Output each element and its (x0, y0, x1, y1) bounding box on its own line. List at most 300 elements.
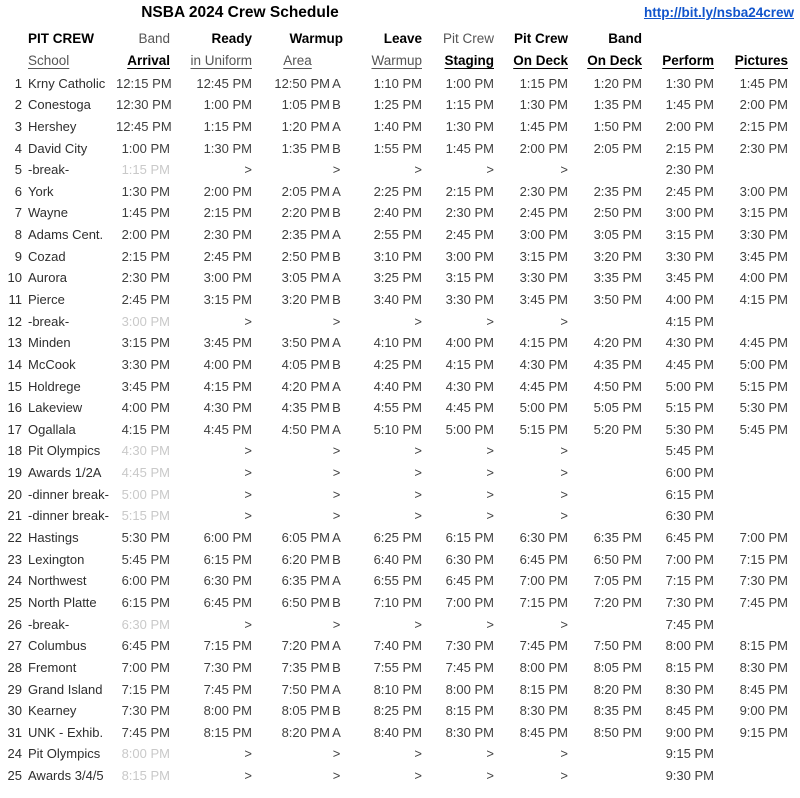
cell-pit-crew-staging: > (486, 465, 494, 481)
row-number: 21 (7, 508, 22, 524)
cell-leave-warmup: 1:10 PM (373, 75, 422, 91)
school-name: Minden (28, 335, 71, 351)
cell-leave-warmup: 6:40 PM (373, 551, 422, 567)
school-name: Pierce (28, 292, 65, 307)
cell-band-arrival: 7:15 PM (121, 681, 170, 697)
cell-pit-crew-staging: 4:15 PM (445, 356, 494, 372)
row-number: 22 (7, 530, 22, 546)
cell-warmup-area (252, 746, 343, 761)
schedule-row (0, 765, 800, 787)
cell-pit-crew-on-deck: 5:00 PM (519, 400, 568, 416)
cell-pit-crew-on-deck: 7:00 PM (519, 573, 568, 589)
cell-warmup-area (252, 249, 343, 264)
cell-band-on-deck: 6:35 PM (593, 530, 642, 546)
cell-pit-crew-on-deck: 1:45 PM (519, 118, 568, 134)
warmup-time: 7:35 PM (281, 659, 330, 675)
warmup-field-letter: > (332, 486, 341, 502)
cell-pictures: 7:45 PM (739, 594, 788, 610)
school-name: Wayne (28, 205, 68, 221)
cell-perform: 7:45 PM (665, 616, 714, 632)
cell-band-arrival: 8:15 PM (121, 768, 170, 784)
cell-band-on-deck: 3:20 PM (593, 248, 642, 264)
cell-pictures: 7:15 PM (739, 551, 788, 567)
schedule-row (0, 310, 800, 332)
cell-pit-crew-staging: 6:15 PM (445, 530, 494, 546)
warmup-time: 8:20 PM (281, 724, 330, 740)
cell-pit-crew-on-deck: 5:15 PM (519, 421, 568, 437)
cell-leave-warmup: 7:40 PM (373, 638, 422, 654)
cell-warmup-area (252, 335, 343, 350)
cell-perform: 8:15 PM (665, 659, 714, 675)
warmup-time: 8:05 PM (281, 703, 330, 719)
cell-pit-crew-on-deck: 3:00 PM (519, 227, 568, 243)
cell-pit-crew-staging: 3:15 PM (445, 270, 494, 286)
row-number: 4 (14, 140, 22, 156)
row-number: 24 (7, 746, 22, 762)
cell-band-arrival: 7:30 PM (121, 703, 170, 719)
warmup-field-letter: A (332, 378, 341, 394)
cell-pictures: 3:45 PM (739, 248, 788, 264)
warmup-field-letter: > (332, 746, 341, 762)
cell-band-arrival: 3:00 PM (121, 313, 170, 329)
cell-ready-in-uniform: > (244, 616, 252, 632)
cell-pit-crew-on-deck: 2:30 PM (519, 183, 568, 199)
cell-band-arrival: 6:00 PM (121, 573, 170, 589)
cell-band-arrival: 4:30 PM (121, 443, 170, 459)
cell-band-on-deck: 5:05 PM (593, 400, 642, 416)
cell-perform: 3:45 PM (665, 270, 714, 286)
cell-pictures: 4:45 PM (739, 335, 788, 351)
cell-band-arrival: 3:45 PM (121, 378, 170, 394)
warmup-time: 6:35 PM (281, 573, 330, 589)
cell-perform: 3:00 PM (665, 205, 714, 221)
cell-band-arrival: 2:15 PM (121, 248, 170, 264)
cell-ready-in-uniform: 3:00 PM (203, 270, 252, 286)
cell-pit-crew-staging: 6:45 PM (445, 573, 494, 589)
col-header-arrival: Arrival (127, 52, 170, 68)
warmup-field-letter: A (332, 75, 341, 91)
warmup-time: 7:20 PM (281, 638, 330, 654)
cell-perform: 3:30 PM (665, 248, 714, 264)
cell-band-arrival: 1:15 PM (121, 162, 170, 178)
cell-warmup-area (252, 227, 343, 242)
cell-band-arrival: 1:30 PM (121, 183, 170, 199)
warmup-field-letter: > (332, 465, 341, 481)
cell-perform: 3:15 PM (665, 227, 714, 243)
cell-band-arrival: 12:15 PM (116, 75, 172, 91)
cell-pit-crew-staging: > (486, 746, 494, 762)
warmup-field-letter: A (332, 681, 341, 697)
cell-band-on-deck: 3:35 PM (593, 270, 642, 286)
cell-pit-crew-on-deck: 1:15 PM (519, 75, 568, 91)
row-number: 15 (7, 378, 22, 394)
warmup-time: 2:05 PM (281, 183, 330, 199)
cell-band-on-deck: 1:35 PM (593, 97, 642, 113)
schedule-row (0, 289, 800, 311)
cell-pit-crew-on-deck: 6:30 PM (519, 530, 568, 546)
cell-pit-crew-on-deck: 1:30 PM (519, 97, 568, 113)
col-header-leave: Leave (383, 31, 422, 47)
warmup-field-letter: > (332, 443, 341, 459)
cell-pit-crew-on-deck: > (560, 616, 568, 632)
warmup-field-letter: A (332, 421, 341, 437)
cell-leave-warmup: 1:25 PM (373, 97, 422, 113)
cell-leave-warmup: > (414, 508, 422, 524)
cell-warmup-area (252, 205, 343, 220)
cell-band-on-deck: 7:20 PM (593, 594, 642, 610)
cell-warmup-area (252, 443, 343, 458)
cell-pit-crew-on-deck: 3:15 PM (519, 248, 568, 264)
schedule-row (0, 613, 800, 635)
cell-pit-crew-staging: 8:30 PM (445, 724, 494, 740)
school-name: Hershey (28, 118, 77, 134)
school-name: York (28, 183, 54, 199)
cell-band-arrival: 2:45 PM (121, 292, 170, 307)
cell-pit-crew-staging: > (486, 768, 494, 784)
school-name: Pit Olympics (28, 746, 101, 762)
warmup-time: 7:50 PM (281, 681, 330, 697)
schedule-row (0, 332, 800, 354)
cell-pictures: 9:15 PM (739, 724, 788, 740)
cell-pictures: 5:15 PM (739, 378, 788, 394)
cell-perform: 2:30 PM (665, 162, 714, 178)
row-number: 6 (14, 183, 22, 199)
cell-perform: 8:45 PM (665, 703, 714, 719)
warmup-time: 2:20 PM (281, 205, 330, 221)
cell-band-arrival: 5:00 PM (121, 486, 170, 502)
cell-warmup-area (252, 119, 343, 134)
school-name: Kearney (28, 703, 77, 719)
row-number: 14 (7, 356, 22, 372)
row-number: 2 (14, 97, 22, 113)
cell-ready-in-uniform: > (244, 486, 252, 502)
cell-perform: 4:45 PM (665, 356, 714, 372)
schedule-hyperlink[interactable]: http://bit.ly/nsba24crew (643, 5, 794, 20)
warmup-field-letter: A (332, 227, 341, 243)
cell-perform: 6:00 PM (665, 465, 714, 481)
cell-leave-warmup: 3:10 PM (373, 248, 422, 264)
cell-leave-warmup: > (414, 746, 422, 762)
cell-ready-in-uniform: 2:15 PM (203, 205, 252, 221)
cell-pit-crew-staging: > (486, 508, 494, 524)
cell-perform: 9:30 PM (665, 768, 714, 784)
row-number: 7 (14, 205, 22, 221)
school-name: Holdrege (28, 378, 81, 394)
cell-ready-in-uniform: 12:45 PM (196, 75, 252, 91)
column-header-line2 (0, 50, 800, 72)
cell-band-on-deck: 8:20 PM (593, 681, 642, 697)
schedule-row (0, 592, 800, 614)
school-name: Grand Island (28, 681, 103, 697)
cell-perform: 2:15 PM (665, 140, 714, 156)
warmup-time: 6:20 PM (281, 551, 330, 567)
cell-pit-crew-staging: 8:15 PM (445, 703, 494, 719)
row-number: 18 (7, 443, 22, 459)
cell-leave-warmup: > (414, 162, 422, 178)
school-name: Ogallala (28, 421, 76, 437)
cell-ready-in-uniform: > (244, 313, 252, 329)
cell-ready-in-uniform: 1:00 PM (203, 97, 252, 113)
cell-pit-crew-staging: 7:30 PM (445, 638, 494, 654)
schedule-row (0, 678, 800, 700)
cell-pit-crew-staging: 4:30 PM (445, 378, 494, 394)
cell-perform: 4:30 PM (665, 335, 714, 351)
warmup-time: 3:50 PM (281, 335, 330, 351)
cell-band-arrival: 6:30 PM (121, 616, 170, 632)
row-number: 25 (7, 768, 22, 784)
cell-pictures: 8:30 PM (739, 659, 788, 675)
cell-ready-in-uniform: 6:15 PM (203, 551, 252, 567)
cell-band-arrival: 1:45 PM (121, 205, 170, 221)
cell-perform: 5:45 PM (665, 443, 714, 459)
cell-pit-crew-on-deck: > (560, 768, 568, 784)
cell-warmup-area (252, 314, 343, 329)
cell-ready-in-uniform: 4:15 PM (203, 378, 252, 394)
cell-ready-in-uniform: 7:45 PM (203, 681, 252, 697)
warmup-field-letter: A (332, 638, 341, 654)
col-header-band: Band (138, 31, 170, 47)
warmup-time: 6:05 PM (281, 530, 330, 546)
school-name: Pit Olympics (28, 443, 101, 459)
cell-band-arrival: 12:45 PM (116, 118, 172, 134)
cell-band-arrival: 7:45 PM (121, 724, 170, 740)
cell-pit-crew-on-deck: > (560, 162, 568, 178)
cell-perform: 1:30 PM (665, 75, 714, 91)
cell-warmup-area (252, 725, 343, 740)
cell-pit-crew-on-deck: > (560, 746, 568, 762)
cell-pictures: 5:00 PM (739, 356, 788, 372)
column-header-line1 (0, 28, 800, 50)
cell-band-arrival: 4:45 PM (121, 465, 170, 481)
school-name: Northwest (28, 573, 87, 589)
cell-band-on-deck: 1:20 PM (593, 75, 642, 91)
warmup-time: 3:20 PM (281, 292, 330, 307)
col-header-leave-warmup: Warmup (371, 52, 422, 68)
school-name: Lakeview (28, 400, 83, 416)
col-header-pit-crew-ondeck-top: Pit Crew (513, 31, 568, 47)
cell-pit-crew-on-deck: > (560, 486, 568, 502)
page-title: NSBA 2024 Crew Schedule (141, 4, 339, 21)
cell-ready-in-uniform: 3:45 PM (203, 335, 252, 351)
school-name: Columbus (28, 638, 87, 654)
row-number: 5 (14, 162, 22, 178)
school-name: -break- (28, 616, 70, 632)
schedule-row (0, 72, 800, 94)
row-number: 31 (7, 724, 22, 740)
cell-perform: 9:15 PM (665, 746, 714, 762)
schedule-row (0, 94, 800, 116)
cell-ready-in-uniform: 2:30 PM (203, 227, 252, 243)
cell-pit-crew-staging: 1:15 PM (445, 97, 494, 113)
schedule-table (0, 72, 800, 786)
school-name: Awards 1/2A (28, 465, 102, 481)
cell-band-arrival: 6:45 PM (121, 638, 170, 654)
cell-ready-in-uniform: 6:45 PM (203, 594, 252, 610)
column-headers (0, 28, 800, 71)
cell-band-arrival: 1:00 PM (121, 140, 170, 156)
cell-warmup-area (252, 162, 343, 177)
row-number: 17 (7, 421, 22, 437)
warmup-field-letter: B (332, 356, 341, 372)
cell-leave-warmup: > (414, 465, 422, 481)
cell-pit-crew-on-deck: > (560, 313, 568, 329)
row-number: 26 (7, 616, 22, 632)
warmup-time: 4:50 PM (281, 421, 330, 437)
cell-pit-crew-staging: 7:45 PM (445, 659, 494, 675)
warmup-field-letter: > (332, 768, 341, 784)
cell-warmup-area (252, 184, 343, 199)
school-name: -break- (28, 313, 70, 329)
col-header-pit-crew-on-deck: On Deck (513, 52, 568, 68)
schedule-row (0, 743, 800, 765)
page-header (0, 0, 800, 28)
warmup-time: 4:20 PM (281, 378, 330, 394)
cell-band-arrival: 6:15 PM (121, 594, 170, 610)
warmup-time: 1:05 PM (281, 97, 330, 113)
cell-ready-in-uniform: 6:30 PM (203, 573, 252, 589)
cell-ready-in-uniform: 4:45 PM (203, 421, 252, 437)
cell-leave-warmup: 7:55 PM (373, 659, 422, 675)
cell-pictures: 3:15 PM (739, 205, 788, 221)
cell-perform: 7:15 PM (665, 573, 714, 589)
warmup-field-letter: > (332, 616, 341, 632)
cell-warmup-area (252, 357, 343, 372)
cell-warmup-area (252, 768, 343, 783)
row-number: 12 (7, 313, 22, 329)
cell-ready-in-uniform: 8:00 PM (203, 703, 252, 719)
school-name: Aurora (28, 270, 68, 286)
row-number: 27 (7, 638, 22, 654)
row-number: 29 (7, 681, 22, 697)
schedule-row (0, 224, 800, 246)
cell-leave-warmup: > (414, 313, 422, 329)
schedule-row (0, 267, 800, 289)
cell-band-on-deck: 1:50 PM (593, 118, 642, 134)
cell-pit-crew-on-deck: > (560, 443, 568, 459)
cell-warmup-area (252, 552, 343, 567)
cell-ready-in-uniform: > (244, 465, 252, 481)
cell-pit-crew-staging: 1:45 PM (445, 140, 494, 156)
warmup-time: 6:50 PM (281, 594, 330, 610)
col-header-area: Area (283, 52, 312, 68)
cell-band-on-deck: 4:20 PM (593, 335, 642, 351)
cell-band-on-deck: 7:50 PM (593, 638, 642, 654)
col-header-ready: Ready (211, 31, 252, 47)
cell-band-on-deck: 2:50 PM (593, 205, 642, 221)
cell-warmup-area (252, 422, 343, 437)
cell-perform: 6:45 PM (665, 530, 714, 546)
cell-perform: 6:30 PM (665, 508, 714, 524)
cell-pit-crew-staging: > (486, 616, 494, 632)
cell-ready-in-uniform: > (244, 746, 252, 762)
cell-warmup-area (252, 595, 343, 610)
warmup-field-letter: B (332, 659, 341, 675)
warmup-time: 3:05 PM (281, 270, 330, 286)
warmup-field-letter: B (332, 292, 341, 307)
cell-pictures: 3:00 PM (739, 183, 788, 199)
row-number: 20 (7, 486, 22, 502)
cell-perform: 4:15 PM (665, 313, 714, 329)
schedule-row (0, 548, 800, 570)
cell-pit-crew-staging: 4:45 PM (445, 400, 494, 416)
cell-pit-crew-staging: 1:30 PM (445, 118, 494, 134)
school-name: Lexington (28, 551, 85, 567)
warmup-time: 1:20 PM (281, 118, 330, 134)
cell-band-on-deck: 5:20 PM (593, 421, 642, 437)
cell-pictures: 8:45 PM (739, 681, 788, 697)
row-number: 9 (14, 248, 22, 264)
cell-band-arrival: 5:30 PM (121, 530, 170, 546)
row-number: 11 (8, 292, 22, 307)
warmup-field-letter: A (332, 724, 341, 740)
cell-ready-in-uniform: 7:30 PM (203, 659, 252, 675)
cell-leave-warmup: 4:10 PM (373, 335, 422, 351)
cell-leave-warmup: 4:40 PM (373, 378, 422, 394)
cell-pictures: 7:00 PM (739, 530, 788, 546)
cell-band-arrival: 7:00 PM (121, 659, 170, 675)
warmup-field-letter: B (332, 594, 341, 610)
warmup-time: 12:50 PM (274, 75, 330, 91)
warmup-field-letter: > (332, 508, 341, 524)
cell-ready-in-uniform: > (244, 508, 252, 524)
cell-pit-crew-on-deck: 4:30 PM (519, 356, 568, 372)
warmup-time: 2:35 PM (281, 227, 330, 243)
warmup-time: 4:05 PM (281, 356, 330, 372)
cell-ready-in-uniform: 6:00 PM (203, 530, 252, 546)
schedule-row (0, 354, 800, 376)
row-number: 24 (7, 573, 22, 589)
cell-pictures: 3:30 PM (739, 227, 788, 243)
cell-pictures: 9:00 PM (739, 703, 788, 719)
cell-perform: 8:30 PM (665, 681, 714, 697)
cell-warmup-area (252, 465, 343, 480)
cell-perform: 8:00 PM (665, 638, 714, 654)
warmup-field-letter: A (332, 335, 341, 351)
cell-warmup-area (252, 682, 343, 697)
cell-perform: 9:00 PM (665, 724, 714, 740)
cell-perform: 7:30 PM (665, 594, 714, 610)
col-header-warmup: Warmup (289, 31, 343, 47)
row-number: 25 (7, 594, 22, 610)
cell-leave-warmup: 8:10 PM (373, 681, 422, 697)
row-number: 3 (14, 118, 22, 134)
schedule-row (0, 180, 800, 202)
cell-pit-crew-staging: > (486, 486, 494, 502)
cell-pictures: 2:15 PM (739, 118, 788, 134)
row-number: 1 (14, 75, 22, 91)
cell-warmup-area (252, 141, 343, 156)
cell-leave-warmup: 8:40 PM (373, 724, 422, 740)
school-name: Krny Catholic (28, 75, 106, 91)
cell-band-on-deck: 6:50 PM (593, 551, 642, 567)
cell-band-arrival: 4:15 PM (121, 421, 170, 437)
warmup-field-letter: B (332, 400, 341, 416)
cell-band-on-deck: 2:35 PM (593, 183, 642, 199)
cell-leave-warmup: 7:10 PM (373, 594, 422, 610)
cell-pit-crew-on-deck: 8:00 PM (519, 659, 568, 675)
cell-ready-in-uniform: > (244, 162, 252, 178)
warmup-field-letter: B (332, 248, 341, 264)
cell-pit-crew-staging: 1:00 PM (445, 75, 494, 91)
cell-pit-crew-on-deck: 2:45 PM (519, 205, 568, 221)
schedule-row (0, 722, 800, 744)
cell-warmup-area (252, 400, 343, 415)
warmup-field-letter: A (332, 270, 341, 286)
row-number: 19 (7, 465, 22, 481)
cell-ready-in-uniform: 2:00 PM (203, 183, 252, 199)
cell-band-on-deck: 3:05 PM (593, 227, 642, 243)
cell-pit-crew-staging: 3:30 PM (445, 292, 494, 307)
